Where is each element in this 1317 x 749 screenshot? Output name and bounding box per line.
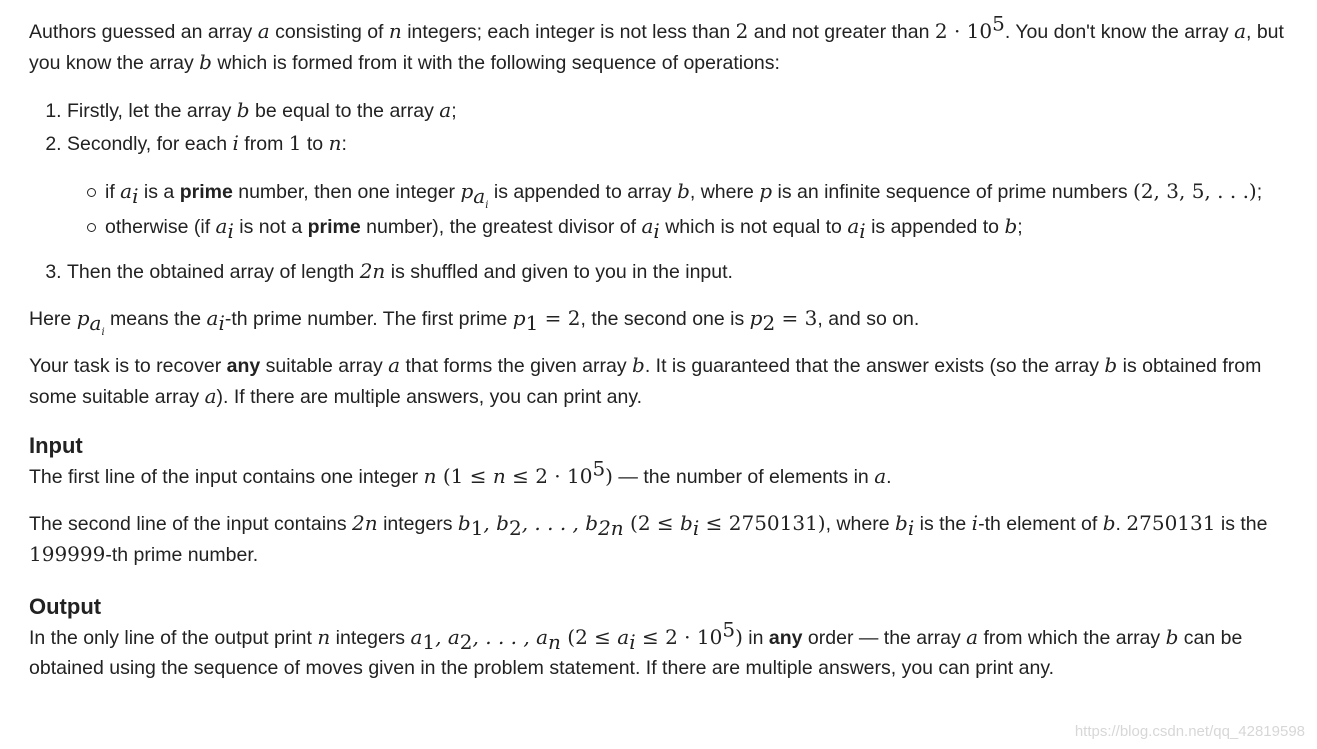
substep-prime bbox=[87, 176, 1299, 211]
math-var: , . . . , a bbox=[472, 625, 549, 649]
text: Firstly, let the array bbox=[67, 100, 237, 122]
math-var: 2n bbox=[352, 511, 378, 535]
text: to bbox=[301, 133, 329, 155]
math-sub-var: a bbox=[473, 183, 486, 208]
output-heading: Output bbox=[29, 594, 102, 619]
math-var: a bbox=[388, 353, 401, 377]
math-sub bbox=[473, 183, 489, 211]
text: is a bbox=[138, 181, 180, 203]
math-var: b bbox=[457, 511, 471, 535]
bold-text: any bbox=[226, 355, 261, 377]
text: is an infinite sequence of prime numbers bbox=[772, 181, 1134, 203]
text: -th element of bbox=[978, 513, 1103, 535]
math-sub: 2 bbox=[459, 629, 473, 654]
math-sub: i bbox=[653, 218, 660, 243]
text: Your task is to recover bbox=[29, 355, 227, 377]
math-sub bbox=[89, 310, 105, 338]
math-range: ≤ 2750131) bbox=[699, 511, 826, 535]
text: -th prime number. The first prime bbox=[224, 308, 513, 330]
math-var: b bbox=[680, 511, 693, 535]
text: number), the greatest divisor of bbox=[360, 216, 642, 238]
math-sub: i bbox=[859, 218, 866, 243]
math-eq: = 2 bbox=[538, 306, 581, 330]
math-var: b bbox=[1004, 214, 1018, 238]
text: Authors guessed an array bbox=[29, 21, 258, 43]
math-sub-sub: i bbox=[101, 326, 105, 338]
operations-list bbox=[29, 95, 1299, 287]
text: ; bbox=[451, 100, 457, 122]
math-num: 1 bbox=[288, 131, 302, 155]
task-paragraph bbox=[29, 350, 1299, 412]
math-var: a bbox=[966, 625, 979, 649]
input-line-2 bbox=[29, 508, 1299, 570]
text: that forms the given array bbox=[400, 355, 633, 377]
math-sub: 1 bbox=[422, 629, 436, 654]
math-num: 2 bbox=[735, 19, 749, 43]
text: from bbox=[238, 133, 289, 155]
math-var: b bbox=[1165, 625, 1179, 649]
math-eq: = 3 bbox=[775, 306, 818, 330]
math-sub: 2n bbox=[598, 515, 624, 540]
math-range: (1 ≤ bbox=[436, 464, 493, 488]
text: , and so on. bbox=[817, 308, 920, 330]
math-var: a bbox=[1234, 19, 1246, 43]
math-sub: 2 bbox=[762, 310, 776, 335]
math-var: , . . . , b bbox=[521, 511, 599, 535]
math-num: 199999 bbox=[29, 542, 106, 566]
bold-text: prime bbox=[179, 181, 233, 203]
text: is the bbox=[1215, 513, 1268, 535]
text: which is formed from it with the following sequence of operations: bbox=[211, 52, 780, 74]
text: which is not equal to bbox=[659, 216, 848, 238]
text: . bbox=[1115, 513, 1127, 535]
input-line-1 bbox=[29, 456, 1299, 492]
text: be equal to the array bbox=[249, 100, 440, 122]
intro-paragraph bbox=[29, 11, 1299, 78]
text: otherwise (if bbox=[105, 216, 216, 238]
text: integers bbox=[377, 513, 458, 535]
output-paragraph bbox=[29, 617, 1299, 683]
problem-statement bbox=[29, 11, 1299, 683]
text: Then the obtained array of length bbox=[67, 261, 360, 283]
math-exp: 5 bbox=[722, 617, 736, 642]
math-range: (2 ≤ bbox=[623, 511, 681, 535]
math-var: a bbox=[206, 306, 219, 330]
text: is obtained from some suitable array bbox=[29, 355, 1262, 408]
math-var: i bbox=[971, 511, 979, 535]
math-var: a bbox=[204, 384, 217, 408]
text: . bbox=[886, 466, 892, 488]
math-sub: i bbox=[629, 629, 636, 654]
math-sub: i bbox=[132, 183, 139, 208]
bold-text: any bbox=[768, 627, 803, 649]
text: from which the array bbox=[978, 627, 1166, 649]
text: is shuffled and given to you in the input. bbox=[385, 261, 733, 283]
text: is appended to bbox=[865, 216, 1005, 238]
text: means the bbox=[104, 308, 207, 330]
math-var: b bbox=[677, 179, 690, 203]
text: order — the array bbox=[802, 627, 967, 649]
math-exp: 5 bbox=[592, 456, 606, 481]
math-num: 2750131 bbox=[1126, 511, 1216, 535]
math-var: b bbox=[1102, 511, 1116, 535]
math-num: 2 · 10 bbox=[934, 19, 993, 43]
text: In the only line of the output print bbox=[29, 627, 318, 649]
text: Secondly, for each bbox=[67, 133, 233, 155]
text: if bbox=[105, 181, 121, 203]
text: is appended to array bbox=[488, 181, 678, 203]
math-var: n bbox=[423, 464, 437, 488]
text: : bbox=[341, 133, 347, 155]
math-var: a bbox=[215, 214, 228, 238]
math-var: a bbox=[439, 98, 452, 122]
text: consisting of bbox=[269, 21, 389, 43]
text: . It is guaranteed that the answer exists (so the array bbox=[644, 355, 1105, 377]
input-heading: Input bbox=[29, 433, 83, 458]
math-var: p bbox=[512, 306, 526, 330]
math-var: 2n bbox=[359, 259, 386, 283]
math-range: (2 ≤ bbox=[560, 625, 618, 649]
math-var: a bbox=[641, 214, 654, 238]
text: . You don't know the array bbox=[1004, 21, 1235, 43]
text: ; bbox=[1017, 216, 1023, 238]
math-var: p bbox=[76, 306, 90, 330]
math-sub: n bbox=[548, 629, 561, 654]
here-paragraph bbox=[29, 303, 1299, 338]
math-var: a bbox=[617, 625, 630, 649]
math-exp: 5 bbox=[992, 11, 1005, 36]
text: , where bbox=[825, 513, 895, 535]
math-sub-var: a bbox=[89, 310, 102, 335]
math-sub: i bbox=[218, 310, 225, 335]
step-3 bbox=[67, 256, 1299, 287]
math-var: a bbox=[410, 625, 423, 649]
math-var: p bbox=[460, 179, 474, 203]
text: is the bbox=[914, 513, 972, 535]
watermark-url: https://blog.csdn.net/qq_42819598 bbox=[1074, 723, 1305, 740]
math-var: n bbox=[388, 19, 402, 43]
math-var: , b bbox=[483, 511, 509, 535]
step-1 bbox=[67, 95, 1299, 126]
substep-composite bbox=[87, 211, 1299, 242]
math-var: p bbox=[749, 306, 763, 330]
text: Here bbox=[29, 308, 77, 330]
text: suitable array bbox=[260, 355, 389, 377]
math-var: b bbox=[895, 511, 908, 535]
text: ; bbox=[1256, 181, 1263, 203]
math-range: ) bbox=[735, 625, 743, 649]
math-sub: 1 bbox=[470, 515, 484, 540]
math-var: a bbox=[874, 464, 887, 488]
text: — the number of elements in bbox=[612, 466, 875, 488]
text: The first line of the input contains one integer bbox=[29, 466, 424, 488]
math-var: a bbox=[847, 214, 860, 238]
math-range: ≤ 2 · 10 bbox=[505, 464, 593, 488]
math-var: b bbox=[632, 353, 645, 377]
math-range: ≤ 2 · 10 bbox=[635, 625, 723, 649]
text: is not a bbox=[233, 216, 308, 238]
text: number, then one integer bbox=[232, 181, 461, 203]
math-var: n bbox=[317, 625, 331, 649]
math-var: b bbox=[236, 98, 250, 122]
math-sub: 1 bbox=[525, 310, 539, 335]
math-sub: i bbox=[227, 218, 234, 243]
text: The second line of the input contains bbox=[29, 513, 353, 535]
math-seq: (2, 3, 5, . . .) bbox=[1133, 179, 1257, 203]
math-var: b bbox=[1104, 353, 1118, 377]
text: in bbox=[742, 627, 769, 649]
bold-text: prime bbox=[307, 216, 361, 238]
math-sub-sub: i bbox=[485, 199, 489, 211]
math-var: i bbox=[232, 131, 239, 155]
text: integers; each integer is not less than bbox=[401, 21, 736, 43]
step-2-sublist bbox=[67, 176, 1299, 242]
math-var: n bbox=[492, 464, 506, 488]
text: ). If there are multiple answers, you can print any. bbox=[216, 386, 643, 408]
step-2 bbox=[67, 128, 1299, 242]
math-var: b bbox=[199, 50, 212, 74]
math-range: ) bbox=[605, 464, 613, 488]
math-var: a bbox=[120, 179, 133, 203]
text: , where bbox=[689, 181, 760, 203]
text: integers bbox=[330, 627, 411, 649]
math-var: a bbox=[257, 19, 270, 43]
text: , the second one is bbox=[580, 308, 750, 330]
text: can be obtained using the sequence of moves given in the problem statement. If there are multiple answers, you can print any. bbox=[29, 627, 1243, 679]
text: -th prime number. bbox=[105, 544, 259, 566]
math-sub: i bbox=[692, 515, 700, 540]
text: , but you know the array bbox=[29, 21, 1284, 74]
math-sub: i bbox=[907, 515, 915, 540]
math-var: n bbox=[328, 131, 342, 155]
math-var: , a bbox=[435, 625, 460, 649]
math-var: p bbox=[759, 179, 773, 203]
text: and not greater than bbox=[748, 21, 935, 43]
math-sub: 2 bbox=[508, 515, 522, 540]
